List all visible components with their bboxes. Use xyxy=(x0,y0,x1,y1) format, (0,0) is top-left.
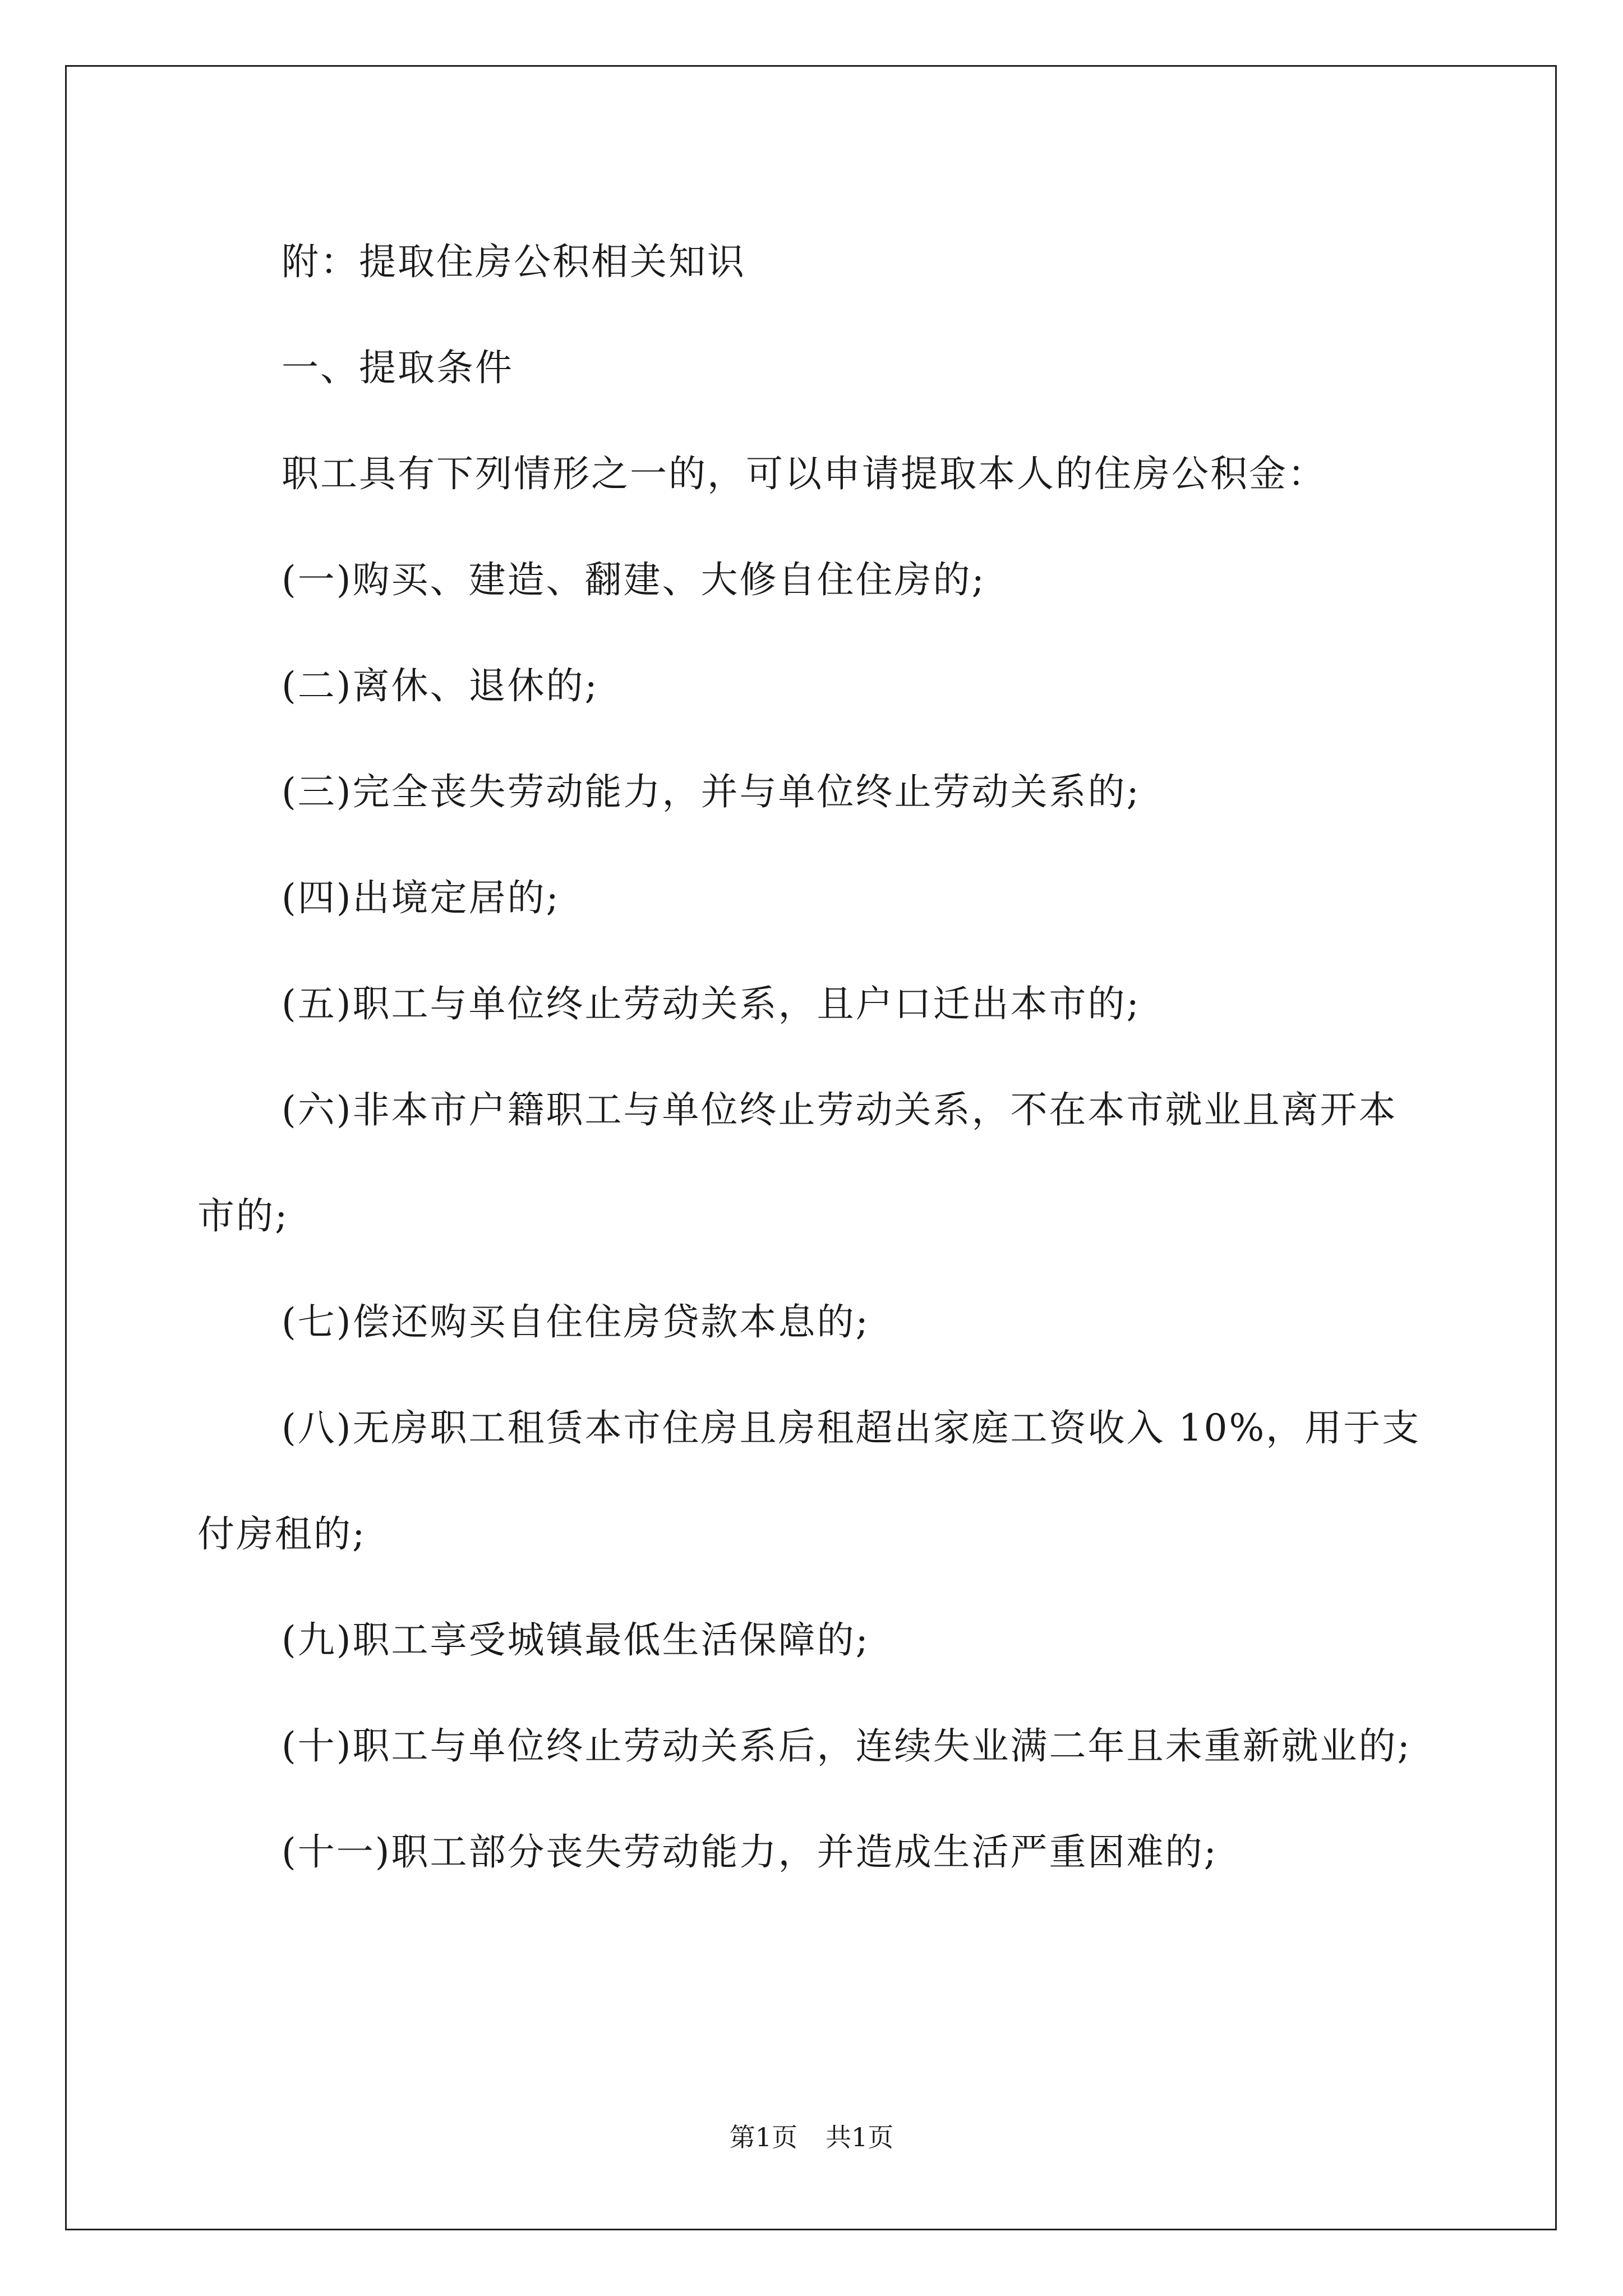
condition-item-11: (十一)职工部分丧失劳动能力，并造成生活严重困难的; xyxy=(282,1830,1218,1874)
section-heading: 一、提取条件 xyxy=(282,346,514,389)
condition-item-10: (十)职工与单位终止劳动关系后，连续失业满二年且未重新就业的; xyxy=(282,1724,1412,1768)
condition-item-1: (一)购买、建造、翻建、大修自住住房的; xyxy=(282,558,986,601)
page-total: 共1页 xyxy=(826,2122,894,2152)
condition-item-6: (六)非本市户籍职工与单位终止劳动关系，不在本市就业且离开本市的; xyxy=(197,1088,1398,1237)
condition-item-8: (八)无房职工租赁本市住房且房租超出家庭工资收入 10%，用于支付房租的; xyxy=(197,1406,1421,1556)
condition-item-3: (三)完全丧失劳动能力，并与单位终止劳动关系的; xyxy=(282,770,1141,813)
condition-item-4: (四)出境定居的; xyxy=(282,876,560,919)
document-body xyxy=(197,209,1426,1905)
page-number: 第1页 xyxy=(729,2122,797,2152)
intro-paragraph: 职工具有下列情形之一的，可以申请提取本人的住房公积金： xyxy=(282,452,1326,495)
attachment-title: 附：提取住房公积相关知识 xyxy=(282,240,746,283)
condition-item-7: (七)偿还购买自住住房贷款本息的; xyxy=(282,1300,870,1343)
page-footer xyxy=(0,2120,1623,2154)
condition-item-5: (五)职工与单位终止劳动关系，且户口迁出本市的; xyxy=(282,982,1141,1025)
condition-item-9: (九)职工享受城镇最低生活保障的; xyxy=(282,1618,870,1662)
condition-item-2: (二)离休、退休的; xyxy=(282,664,599,707)
